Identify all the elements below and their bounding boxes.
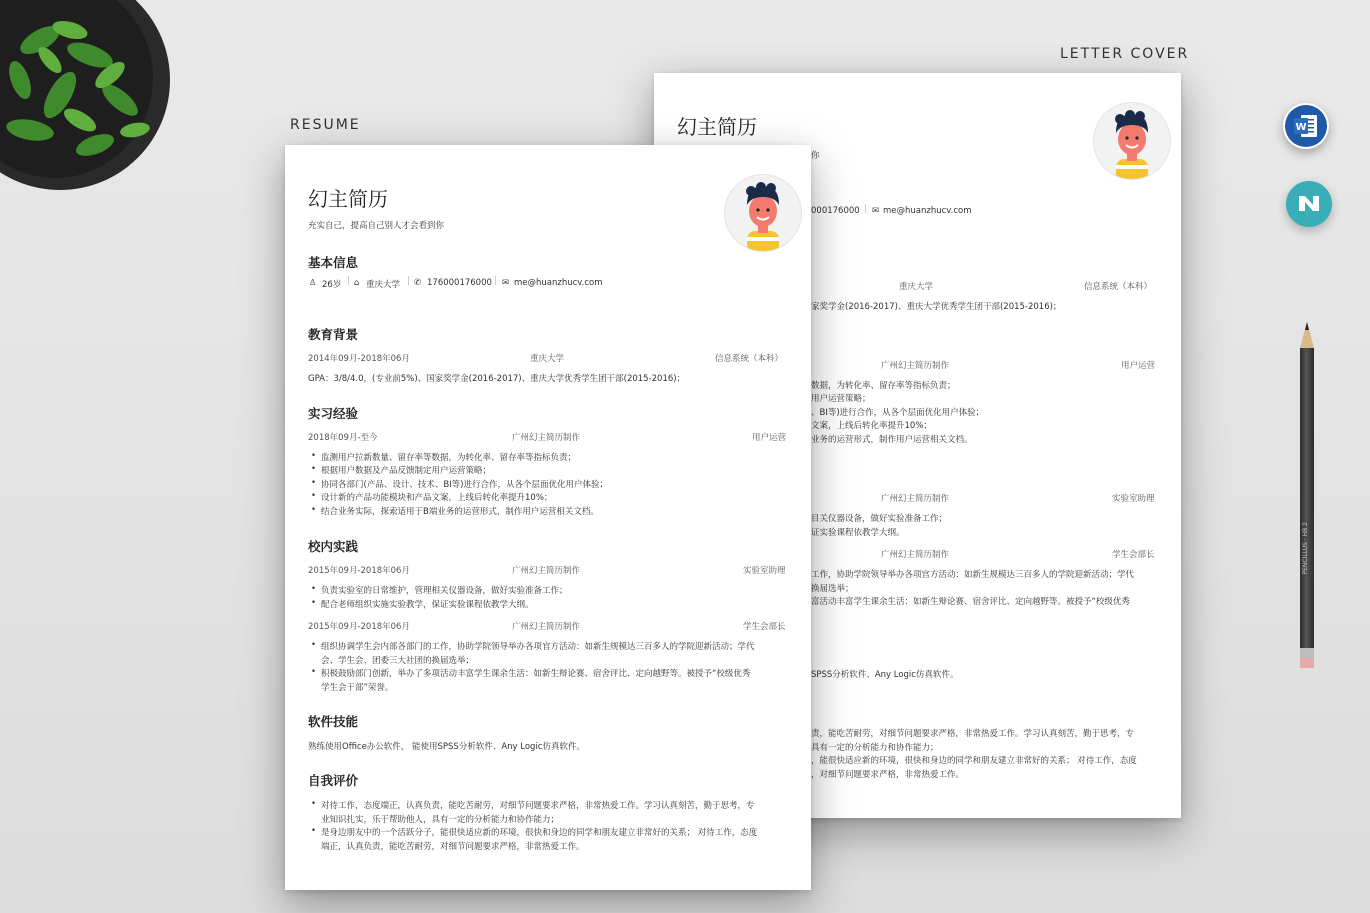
list-item: • 设计新的产品功能模块和产品文案，上线后转化率提升10%；	[321, 491, 552, 503]
list-item: • 根据用户数据及产品反馈制定用户运营策略；	[321, 464, 491, 476]
cover-major: 信息系统（本科）	[1084, 282, 1153, 292]
pencil-decoration	[1300, 322, 1314, 668]
campus-role: 学生会部长	[743, 622, 786, 632]
cover-org-2: 广州幻主简历制作	[881, 494, 950, 504]
cover-line: 具有一定的分析能力和协作能力；	[811, 743, 939, 753]
cover-org-3: 广州幻主简历制作	[881, 550, 950, 560]
cover-role-1: 用户运营	[1121, 361, 1156, 371]
self-heading: 自我评价	[308, 773, 359, 788]
list-item: • 结合业务实际，探索适用于B端业务的运营形式，制作用户运营相关文档。	[321, 505, 599, 517]
avatar	[725, 175, 801, 251]
campus-heading: 校内实践	[308, 539, 359, 554]
cover-line: 用户运营策略；	[811, 394, 871, 404]
avatar-icon	[725, 175, 801, 251]
basic-age: 26岁	[322, 280, 342, 290]
svg-text:W: W	[1295, 122, 1307, 133]
cover-line: 责，能吃苦耐劳，对细节问题要求严格，非常热爱工作。学习认真刻苦，勤于思考，专	[811, 729, 1135, 739]
cover-line: 目关仪器设备，做好实验准备工作；	[811, 514, 948, 524]
list-item: • 监测用户拉新数量、留存率等数据，为转化率、留存率等指标负责；	[321, 451, 576, 463]
internship-org: 广州幻主简历制作	[512, 433, 581, 443]
basic-phone: 176000176000	[427, 278, 492, 288]
internship-heading: 实习经验	[308, 406, 359, 421]
cover-phone: 000176000	[811, 206, 860, 216]
resume-label: RESUME	[290, 117, 361, 133]
list-item: • 协同各部门(产品、设计、技术、BI等)进行合作，从各个层面优化用户体验；	[321, 478, 608, 490]
list-item: • 积极鼓励部门创新，举办了多项活动丰富学生课余生活：如新生辩论赛、宿舍评比、定向越野等。被授予“校级优秀	[321, 667, 750, 679]
cover-role-3: 学生会部长	[1112, 550, 1155, 560]
list-item-cont: 会、学生会、团委三大社团的换届选举；	[321, 656, 475, 666]
avatar-icon	[1094, 103, 1170, 179]
pencil-text: PENCILLUS · HB 2	[1302, 522, 1309, 575]
list-item: • 组织协调学生会内部各部门的工作，协助学院领导举办各项官方活动：如新生规模达三百多人的学院迎新活动；学代	[321, 640, 755, 652]
person-icon: ♙	[309, 278, 317, 288]
word-icon[interactable]	[1283, 103, 1329, 149]
cover-line: 业务的运营形式，制作用户运营相关文档。	[811, 435, 973, 445]
campus-date: 2015年09月-2018年06月	[308, 566, 410, 576]
skills-text: 熟练使用Office办公软件， 能使用SPSS分析软件、Any Logic仿真软件。	[308, 742, 585, 752]
basic-school: 重庆大学	[366, 280, 401, 290]
cover-line: 证实验课程依教学大纲。	[811, 528, 905, 538]
cover-email: me@huanzhucv.com	[883, 206, 972, 216]
resume-page: 幻主简历 充实自己，提高自己别人才会看到你 基本信息 ♙ 26岁 | ⌂ 重庆大学 | ✆ 176000176000 | ✉ me@huanzhucv.com 教育背景 2014年09月-2018年06月 重庆大学 信息系统（本科） GPA：3/8/4.0，(专业前5%)、国家奖学金(2016-2017)、重庆大学优秀学生团干部(2015-2016)； 实习经验 2018年09月-至今 广州幻主简历制作 用户运营 • 监测用户拉新数量、留存率等数据，为转化率、留存率等指标负责； • 根据用户数据及产品反馈制定用户运营策略； • 协同各部门(产品、设计、技术、BI等)进行合作，从各个层面优化用户体验； • 设计新的产品功能模块和产品文案，上线后转化率提升10%； • 结合业务实际，探索适用于B端业务的运营形式，制作用户运营相关文档。 校内实践 2015年09月-2018年06月 广州幻主简历制作 实验室助理 • 负责实验室的日常维护，管理相关仪器设备，做好实验准备工作； • 配合老师组织实施实验教学，保证实验课程依教学大纲。 2015年09月-2018年06月 广州幻主简历制作 学生会部长 • 组织协调学生会内部各部门的工作，协助学院领导举办各项官方活动：如新生规模达三百多人的学院迎新活动；学代 会、学生会、团委三大社团的换届选举； • 积极鼓励部门创新，举办了多项活动丰富学生课余生活：如新生辩论赛、宿舍评比、定向越野等。被授予“校级优秀 学生会干部”荣誉。 软件技能 熟练使用Office办公软件， 能使用SPSS分析软件、Any Logic仿真软件。 自我评价 • 对待工作，态度端正，认真负责，能吃苦耐劳，对细节问题要求严格，非常热爱工作。学习认真刻苦，勤于思考，专 业知识扎实，乐于帮助他人，具有一定的分析能力和协作能力； • 是身边朋友中的一个活跃分子，能很快适应新的环境，很快和身边的同学和朋友建立非常好的关系； 对待工作，态度 端正，认真负责，能吃苦耐劳，对细节问题要求严格，非常热爱工作。	[285, 145, 811, 890]
education-date: 2014年09月-2018年06月	[308, 354, 410, 364]
education-school: 重庆大学	[530, 354, 565, 364]
cover-skills: SPSS分析软件、Any Logic仿真软件。	[811, 670, 959, 680]
cover-line: 富活动丰富学生课余生活：如新生辩论赛、宿舍评比、定向越野等。被授予“校级优秀	[811, 597, 1130, 607]
list-item-cont: 学生会干部”荣誉。	[321, 683, 394, 693]
pages-icon[interactable]	[1286, 181, 1332, 227]
cover-role-2: 实验室助理	[1112, 494, 1155, 504]
internship-date: 2018年09月-至今	[308, 433, 378, 443]
list-item: • 对待工作，态度端正，认真负责，能吃苦耐劳，对细节问题要求严格，非常热爱工作。学习认真刻苦，勤于思考，专	[321, 799, 755, 811]
campus-role: 实验室助理	[743, 566, 786, 576]
resume-title: 幻主简历	[308, 187, 388, 211]
school-icon: ⌂	[354, 278, 360, 288]
internship-role: 用户运营	[752, 433, 787, 443]
cover-line: 文案，上线后转化率提升10%；	[811, 421, 932, 431]
cover-label: LETTER COVER	[1060, 46, 1190, 62]
cover-line: 、BI等)进行合作，从各个层面优化用户体验；	[811, 408, 985, 418]
list-item-cont: 端正，认真负责，能吃苦耐劳，对细节问题要求严格，非常热爱工作。	[321, 842, 585, 852]
skills-heading: 软件技能	[308, 714, 359, 729]
campus-date: 2015年09月-2018年06月	[308, 622, 410, 632]
campus-org: 广州幻主简历制作	[512, 566, 581, 576]
cover-subtitle: 你	[811, 151, 820, 161]
campus-org: 广州幻主简历制作	[512, 622, 581, 632]
list-item: • 是身边朋友中的一个活跃分子，能很快适应新的环境，很快和身边的同学和朋友建立非常好的关系； 对待工作，态度	[321, 826, 757, 838]
cover-title: 幻主简历	[677, 115, 757, 139]
cover-line: ，能很快适应新的环境，很快和身边的同学和朋友建立非常好的关系； 对待工作，态度	[811, 756, 1137, 766]
list-item-cont: 业知识扎实，乐于帮助他人，具有一定的分析能力和协作能力；	[321, 815, 560, 825]
list-item: • 负责实验室的日常维护，管理相关仪器设备，做好实验准备工作；	[321, 584, 568, 596]
plant-pot-decoration	[0, 0, 170, 190]
cover-line: 数据，为转化率、留存率等指标负责；	[811, 381, 956, 391]
education-heading: 教育背景	[308, 327, 359, 342]
cover-line: ，对细节问题要求严格，非常热爱工作。	[811, 770, 965, 780]
cover-page: 幻主简历 你 000176000 | ✉ me@huanzhucv.com 重庆大学 信息系统（本科） 家奖学金(2016-2017)、重庆大学优秀学生团干部(2015-2016)； 广州幻主简历制作 用户运营 数据，为转化率、留存率等指标负责； 用户运营策略； 、BI等)进行合作，从各个层面优化用户体验； 文案，上线后转化率提升10%； 业务的运营形式，制作用户运营相关文档。 广州幻主简历制作 实验室助理 目关仪器设备，做好实验准备工作； 证实验课程依教学大纲。 广州幻主简历制作 学生会部长 工作，协助学院领导举办各项官方活动：如新生规模达三百多人的学院迎新活动；学代 换届选举； 富活动丰富学生课余生活：如新生辩论赛、宿舍评比、定向越野等。被授予“校级优秀 SPSS分析软件、Any Logic仿真软件。 责，能吃苦耐劳，对细节问题要求严格，非常热爱工作。学习认真刻苦，勤于思考，专 具有一定的分析能力和协作能力； ，能很快适应新的环境，很快和身边的同学和朋友建立非常好的关系； 对待工作，态度 ，对细节问题要求严格，非常热爱工作。	[654, 73, 1181, 818]
education-detail: GPA：3/8/4.0，(专业前5%)、国家奖学金(2016-2017)、重庆大学优秀学生团干部(2015-2016)；	[308, 374, 686, 384]
cover-edu: 家奖学金(2016-2017)、重庆大学优秀学生团干部(2015-2016)；	[811, 302, 1062, 312]
basic-email: me@huanzhucv.com	[514, 278, 603, 288]
mail-icon: ✉	[872, 206, 880, 216]
avatar	[1094, 103, 1170, 179]
cover-org-1: 广州幻主简历制作	[881, 361, 950, 371]
cover-school: 重庆大学	[899, 282, 934, 292]
cover-line: 换届选举；	[811, 584, 854, 594]
phone-icon: ✆	[414, 278, 422, 288]
education-major: 信息系统（本科）	[715, 354, 784, 364]
cover-line: 工作，协助学院领导举办各项官方活动：如新生规模达三百多人的学院迎新活动；学代	[811, 570, 1135, 580]
resume-subtitle: 充实自己，提高自己别人才会看到你	[308, 221, 445, 231]
basic-heading: 基本信息	[308, 255, 359, 270]
mail-icon: ✉	[502, 278, 510, 288]
list-item: • 配合老师组织实施实验教学，保证实验课程依教学大纲。	[321, 598, 534, 610]
